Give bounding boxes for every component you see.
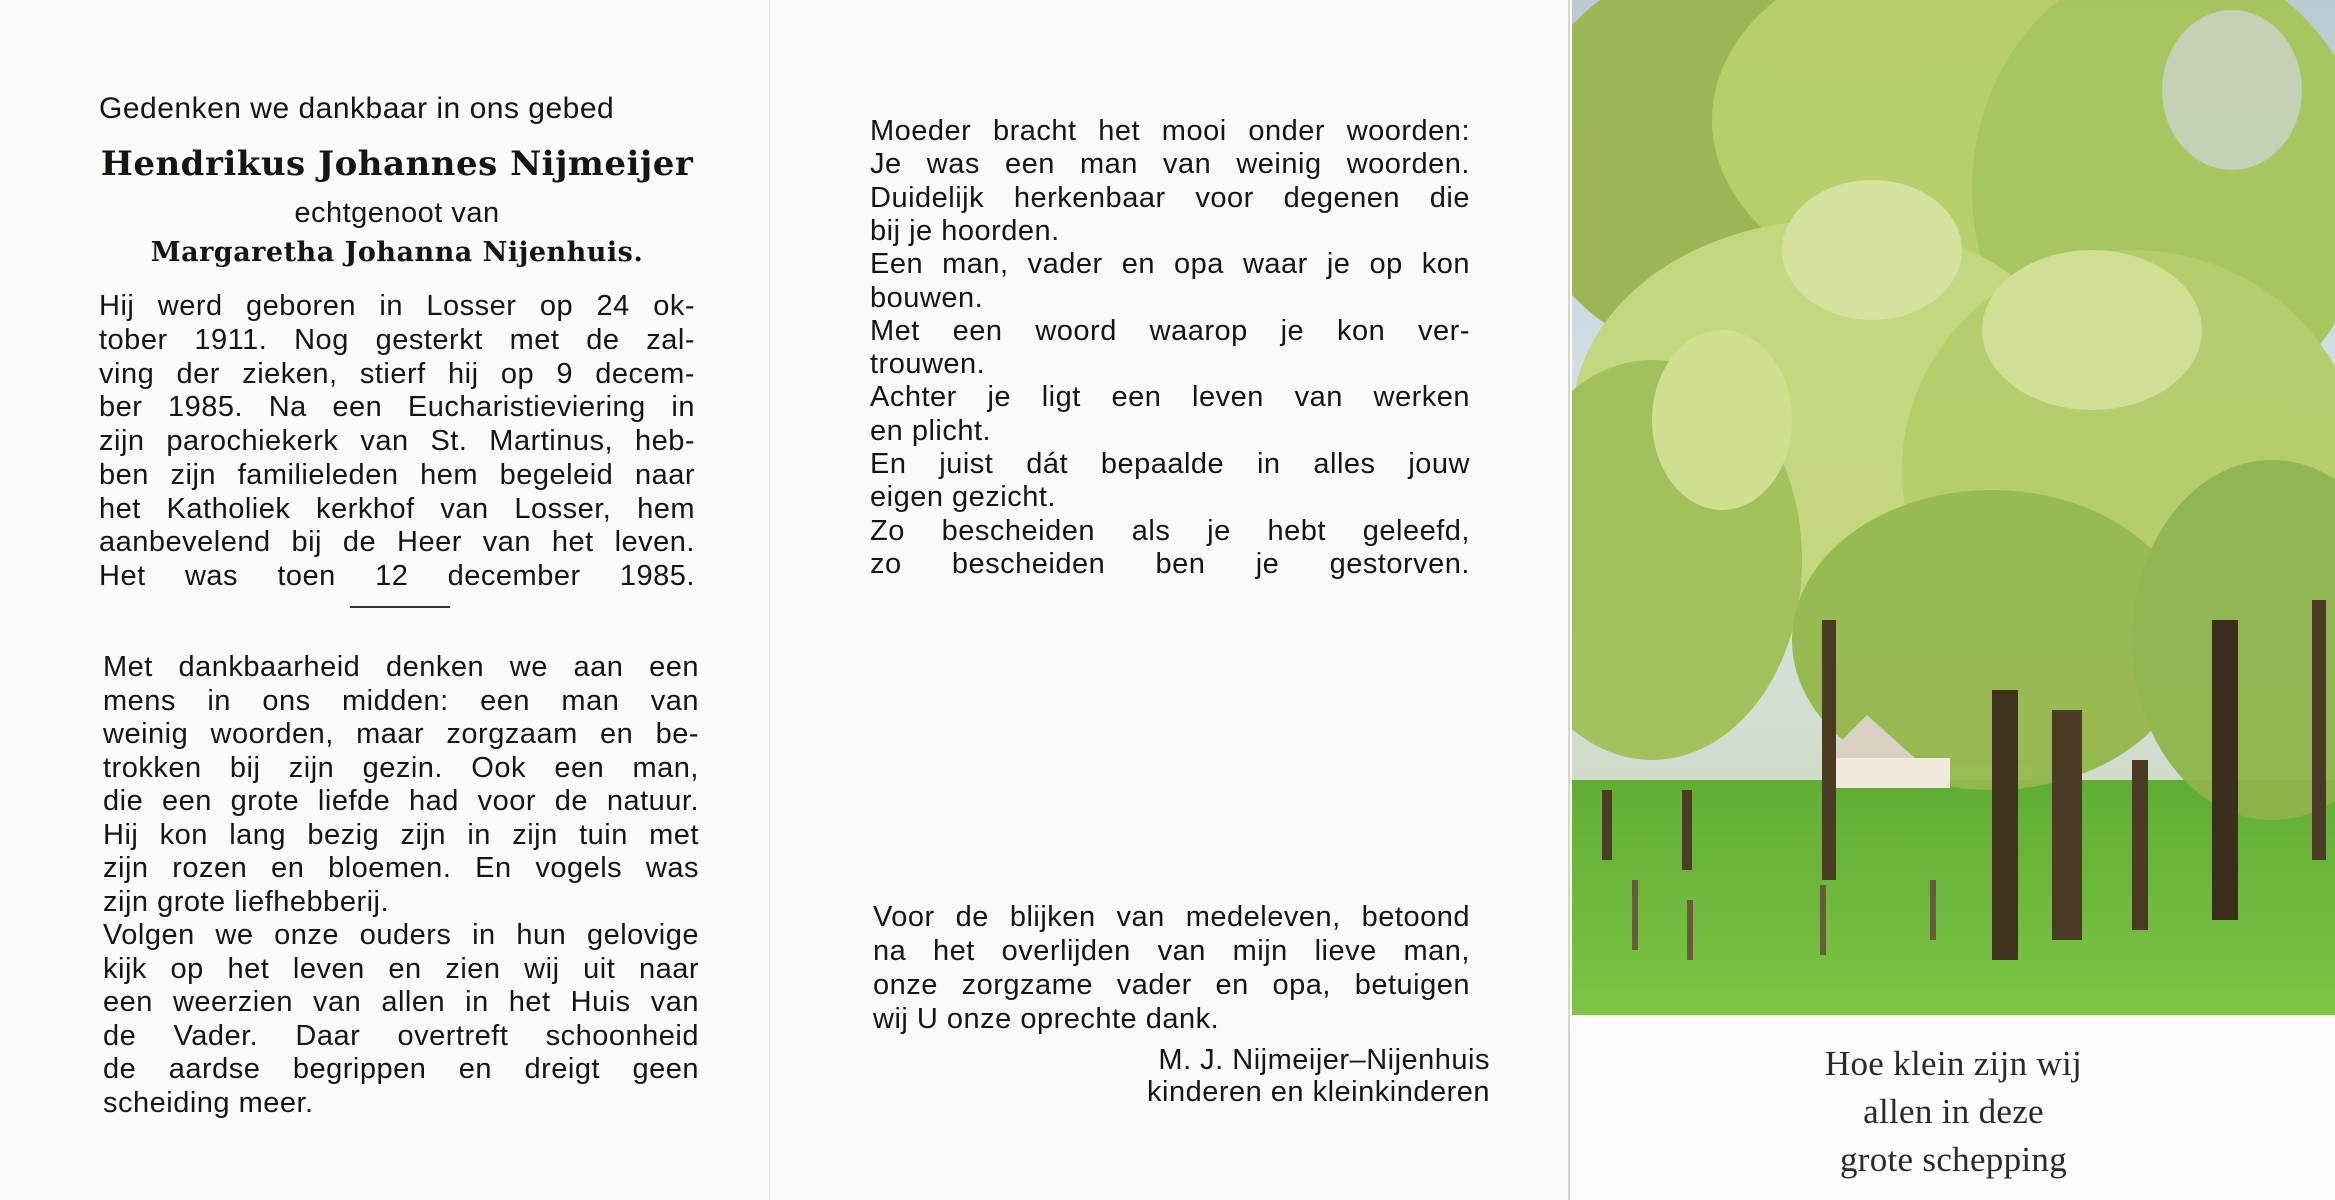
spouse-label: echtgenoot van — [294, 197, 500, 229]
deceased-name: Hendrikus Johannes Nijmeijer — [100, 144, 694, 184]
reflection-line: Volgen we onze ouders in hun gelovige — [103, 919, 699, 951]
poem-line: eigen gezicht. — [870, 481, 1056, 514]
poem-line: Je was een man van weinig woorden. — [870, 148, 1470, 181]
poem-line: Moeder bracht het mooi onder woorden: — [870, 115, 1470, 147]
caption-line-3: grote schepping — [1839, 1140, 2068, 1179]
poem-line: Zo bescheiden als je hebt geleefd, — [870, 514, 1470, 547]
reflection-line: zijn grote liefhebberij. — [103, 885, 390, 918]
poem-line: Een man, vader en opa waar je op kon — [870, 248, 1470, 281]
caption-line-2: allen in deze — [1863, 1092, 2044, 1131]
thanks-line: Voor de blijken van medeleven, betoond — [873, 901, 1470, 933]
thanks-line: onze zorgzame vader en opa, betuigen — [873, 969, 1470, 1001]
reflection-line: weinig woorden, maar zorgzaam en be- — [103, 718, 699, 750]
poem-line: Achter je ligt een leven van werken — [870, 381, 1470, 414]
bio-line: Hij werd geboren in Losser op 24 ok- — [99, 290, 695, 322]
poem-line: bij je hoorden. — [870, 214, 1060, 247]
intro-line: Gedenken we dankbaar in ons gebed — [99, 92, 615, 125]
poem-line: bouwen. — [870, 281, 984, 314]
signature: M. J. Nijmeijer–Nijenhuis — [1158, 1044, 1490, 1076]
bio-line: zijn parochiekerk van St. Martinus, heb- — [99, 425, 695, 457]
caption-line-1: Hoe klein zijn wij — [1824, 1044, 2083, 1083]
bio-line: ben zijn familieleden hem begeleid naar — [99, 458, 695, 491]
spouse-name: Margaretha Johanna Nijenhuis. — [150, 237, 644, 268]
thanks-line: wij U onze oprechte dank. — [873, 1003, 1220, 1035]
reflection-line: de aardse begrippen en dreigt geen — [103, 1053, 699, 1085]
poem-line: En juist dát bepaalde in alles jouw — [870, 448, 1470, 480]
reflection-line: een weerzien van allen in het Huis van — [103, 986, 699, 1018]
reflection-line: zijn rozen en bloemen. En vogels was — [103, 852, 699, 884]
right-panel — [1572, 0, 2335, 1200]
reflection-line: trokken bij zijn gezin. Ook een man, — [103, 751, 699, 784]
bio-line: tober 1911. Nog gesterkt met de zal- — [99, 323, 695, 356]
poem-line: Duidelijk herkenbaar voor degenen die — [870, 181, 1470, 214]
thanks-line: na het overlijden van mijn lieve man, — [873, 935, 1470, 967]
reflection-line: Met dankbaarheid denken we aan een — [103, 651, 699, 683]
separator-rule — [350, 606, 450, 608]
reflection-line: scheiding meer. — [103, 1086, 314, 1119]
bio-line: ving der zieken, stierf hij op 9 decem- — [99, 357, 695, 390]
reflection-line: die een grote liefde had voor de natuur. — [103, 785, 699, 817]
bio-line: het Katholiek kerkhof van Losser, hem — [99, 492, 695, 525]
poem-line: en plicht. — [870, 414, 992, 447]
poem-line: Met een woord waarop je kon ver- — [870, 314, 1470, 347]
family-line: kinderen en kleinkinderen — [1147, 1076, 1490, 1108]
poem-line: trouwen. — [870, 348, 986, 381]
reflection-line: kijk op het leven en zien wij uit naar — [103, 952, 699, 985]
left-panel — [0, 0, 770, 1200]
caption — [1572, 1040, 2335, 1184]
reflection-line: mens in ons midden: een man van — [103, 684, 699, 717]
reflection-line: Hij kon lang bezig zijn in zijn tuin met — [103, 818, 699, 851]
landscape-photo — [1572, 0, 2335, 1015]
reflection-line: de Vader. Daar overtreft schoonheid — [103, 1019, 699, 1052]
bio-line: Het was toen 12 december 1985. — [99, 560, 695, 592]
bio-line: ber 1985. Na een Eucharistieviering in — [99, 391, 695, 424]
middle-panel — [770, 0, 1570, 1200]
poem-line: zo bescheiden ben je gestorven. — [870, 547, 1470, 580]
bio-line: aanbevelend bij de Heer van het leven. — [99, 526, 695, 559]
